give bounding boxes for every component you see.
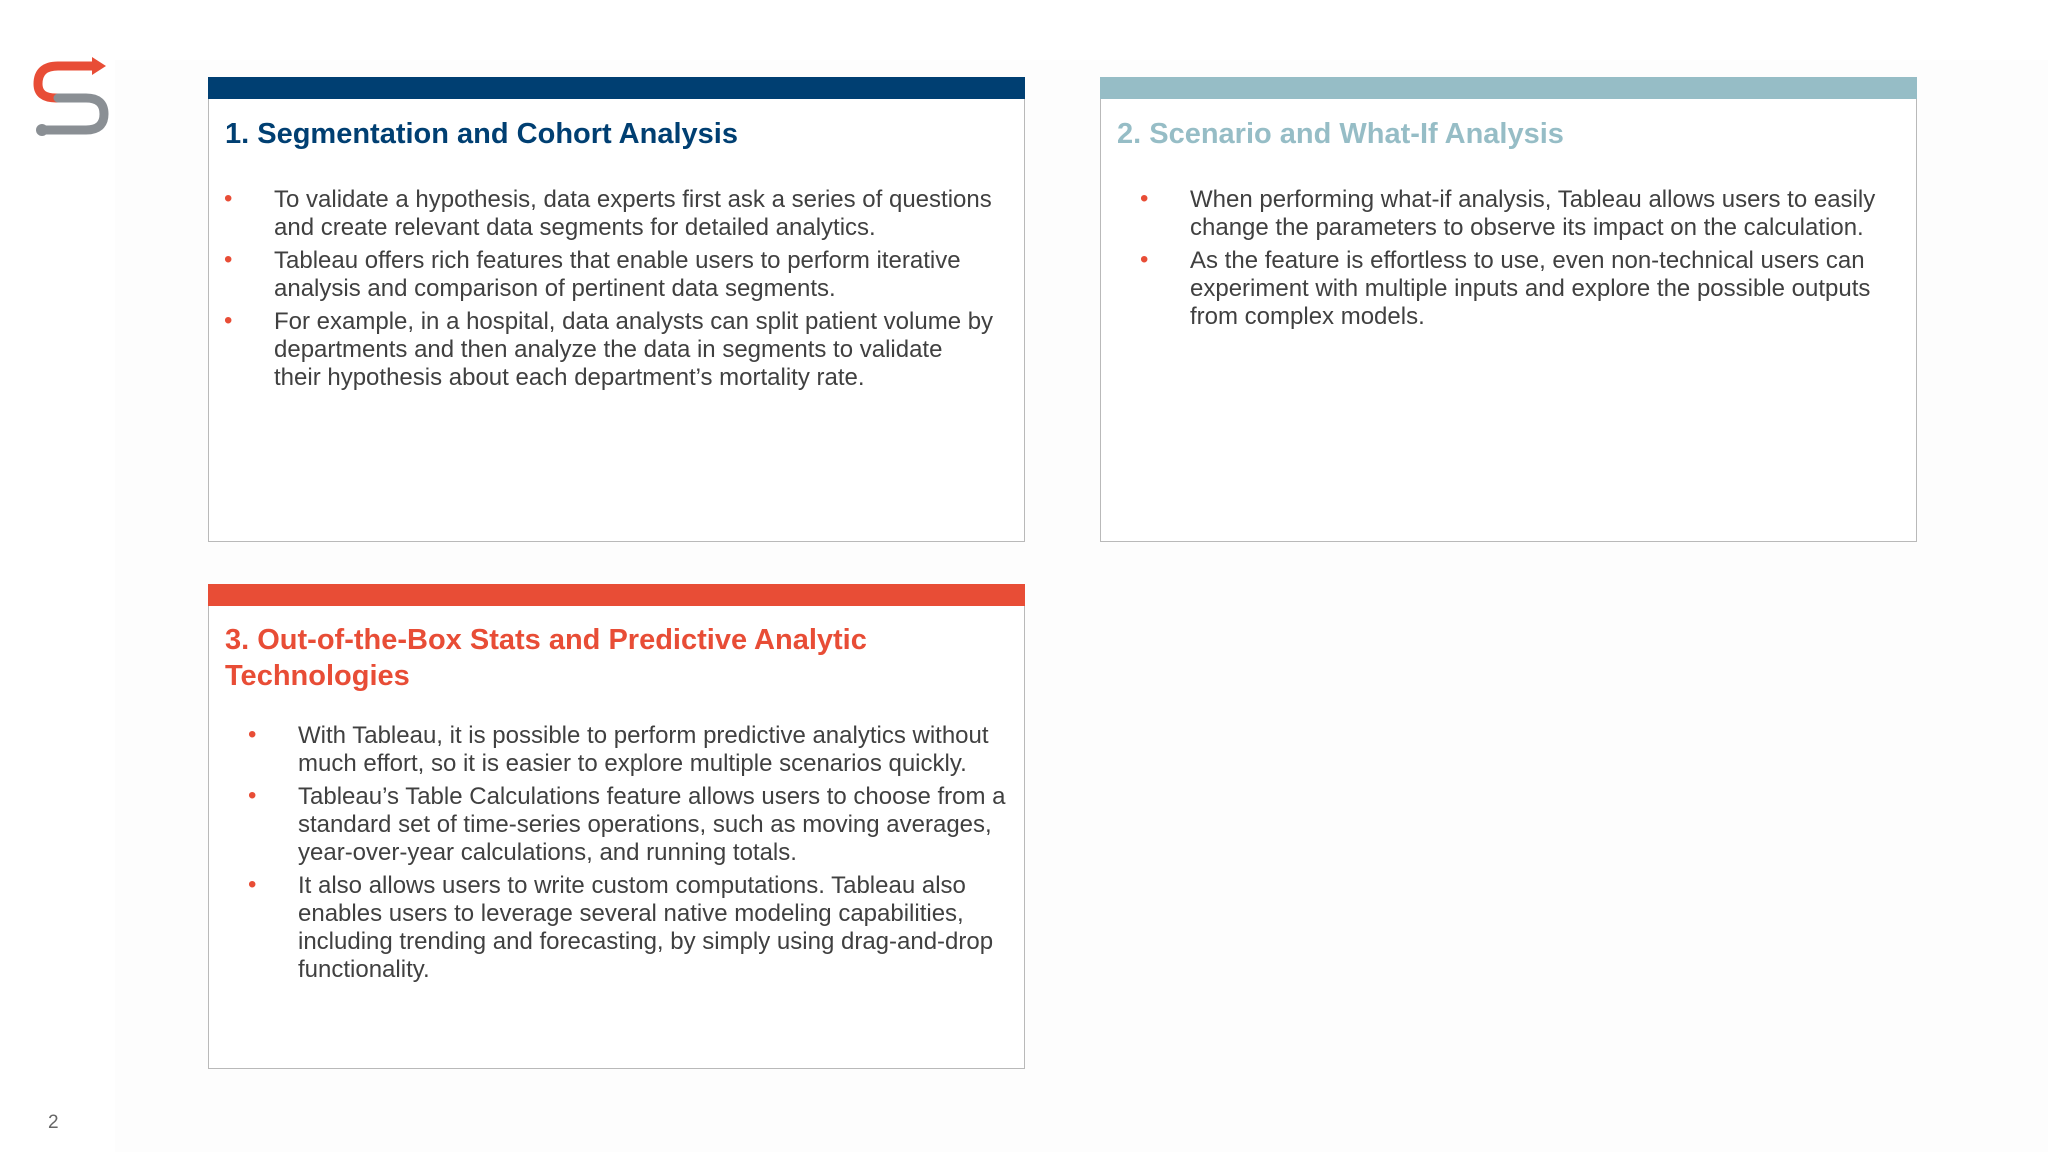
bullet-icon: •: [224, 307, 233, 334]
bullet-icon: •: [1140, 185, 1149, 212]
bullet-icon: •: [1140, 246, 1149, 273]
bullet-list: [224, 185, 994, 397]
bullet-text: It also allows users to write custom computations. Tableau also enables users to leverage several native modeling capabilities, including trending and forecasting, by simply using drag-and-drop functionality.: [298, 872, 994, 983]
bullet-text: For example, in a hospital, data analysts can split patient volume by departments and then analyze the data in segments to validate their hypothesis about each department’s mortality rate.: [274, 308, 994, 391]
bullet-icon: •: [224, 185, 233, 212]
card-title: 1. Segmentation and Cohort Analysis: [225, 118, 738, 150]
bullet-text: Tableau’s Table Calculations feature allows users to choose from a standard set of time-series operations, such as moving averages, year-over-year calculations, and running totals.: [298, 783, 1006, 866]
bullet-icon: •: [248, 721, 257, 748]
bullet-list: [1140, 185, 1910, 336]
list-item: [248, 782, 1018, 867]
page-number: 2: [48, 1112, 59, 1133]
card-scenario-what-if: [1100, 77, 1917, 542]
s-arrow-logo-icon: [28, 52, 114, 138]
bullet-text: As the feature is effortless to use, even non-technical users can experiment with multiple inputs and explore the possible outputs from complex models.: [1190, 247, 1871, 330]
card-header-bar: [208, 584, 1025, 606]
bullet-icon: •: [248, 782, 257, 809]
bullet-icon: •: [224, 246, 233, 273]
list-item: [1140, 185, 1910, 242]
list-item: [248, 721, 1018, 778]
card-header-bar: [208, 77, 1025, 99]
card-title: 3. Out-of-the-Box Stats and Predictive Analytic Technologies: [225, 624, 867, 692]
card-segmentation-cohort: [208, 77, 1025, 542]
list-item: [248, 871, 1018, 984]
card-stats-predictive: [208, 584, 1025, 1069]
list-item: [224, 246, 994, 303]
bullet-list: [248, 721, 1018, 989]
bullet-icon: •: [248, 871, 257, 898]
bullet-text: To validate a hypothesis, data experts first ask a series of questions and create relevant data segments for detailed analytics.: [274, 186, 992, 241]
card-title: 2. Scenario and What-If Analysis: [1117, 118, 1564, 150]
bullet-text: When performing what-if analysis, Tableau allows users to easily change the parameters to observe its impact on the calculation.: [1190, 186, 1876, 241]
bullet-text: Tableau offers rich features that enable users to perform iterative analysis and comparison of pertinent data segments.: [274, 247, 961, 302]
card-header-bar: [1100, 77, 1917, 99]
list-item: [224, 307, 994, 392]
list-item: [1140, 246, 1910, 331]
bullet-text: With Tableau, it is possible to perform predictive analytics without much effort, so it is easier to explore multiple scenarios quickly.: [298, 722, 989, 777]
list-item: [224, 185, 994, 242]
